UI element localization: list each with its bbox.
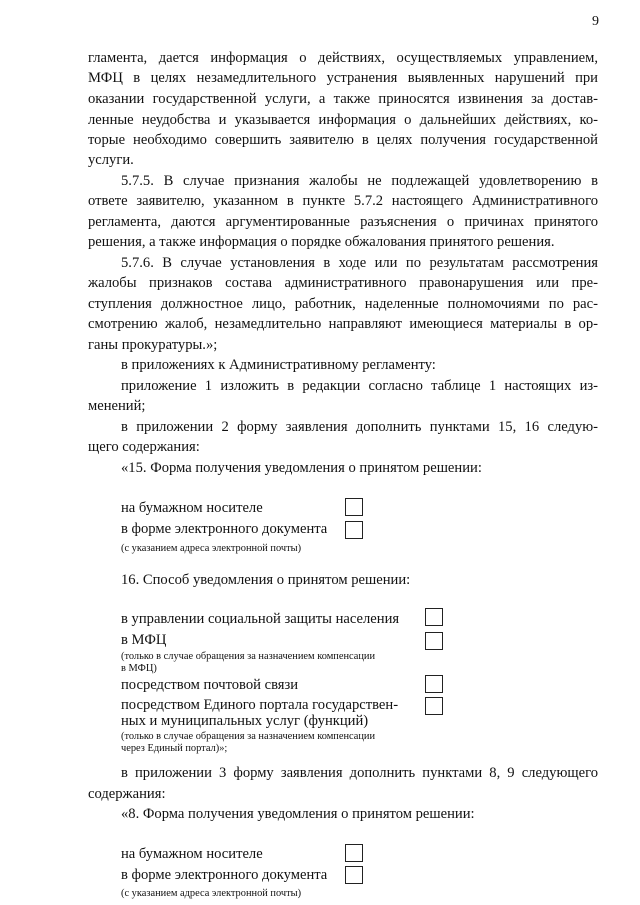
form16-option-portal-note: (только в случае обращения за назначением компенсации [121, 731, 376, 742]
body-line: смотрению жалоб, незамедлительно направляют имеющиеся материалы в ор- [88, 316, 598, 332]
form16-option-post-checkbox[interactable] [425, 675, 443, 693]
form16-option-mfc-checkbox[interactable] [425, 632, 443, 650]
body-line: приложение 1 изложить в редакции согласно таблице 1 настоящих из- [121, 378, 598, 394]
body-line: 5.7.6. В случае установления в ходе или по результатам рассмотрения [121, 255, 598, 271]
form15-option-electronic-checkbox[interactable] [345, 521, 363, 539]
body-line: ленные неудобства и указывается информация о дальнейших действиях, ко- [88, 112, 598, 128]
form16-option-social-checkbox[interactable] [425, 608, 443, 626]
form8-option-paper-label: на бумажном носителе [121, 846, 263, 862]
form8-option-electronic-checkbox[interactable] [345, 866, 363, 884]
form8-title: «8. Форма получения уведомления о принятом решении: [121, 806, 475, 822]
form16-option-mfc-note: (только в случае обращения за назначением компенсации [121, 651, 376, 662]
form16-option-social-label: в управлении социальной защиты населения [121, 611, 400, 627]
body-line: торые необходимо совершить заявителю в целях получения государственной [88, 132, 598, 148]
form16-option-mfc-note: в МФЦ) [121, 663, 157, 674]
body-line: ганы прокуратуры.»; [88, 337, 218, 353]
body-line: ответе заявителю, указанном в пункте 5.7.2 настоящего Административного [88, 193, 598, 209]
form16-option-portal-label: ных и муниципальных услуг (функций) [121, 713, 369, 729]
body-line: в приложении 3 форму заявления дополнить пунктами 8, 9 следующего [121, 765, 598, 781]
form15-option-electronic-label: в форме электронного документа [121, 521, 328, 537]
body-line: в приложениях к Административному регламенту: [121, 357, 436, 373]
form16-option-portal-label: посредством Единого портала государствен- [121, 697, 399, 713]
form15-option-electronic-note: (с указанием адреса электронной почты) [121, 543, 302, 554]
form16-title: 16. Способ уведомления о принятом решении: [121, 572, 411, 588]
body-line: решения, а также информация о порядке обжалования принятого решения. [88, 234, 555, 250]
page-number: 9 [592, 14, 599, 29]
body-line: содержания: [88, 786, 166, 802]
body-line: оказании государственной услуги, а также приносятся извинения за достав- [88, 91, 598, 107]
body-line: щего содержания: [88, 439, 200, 455]
form15-option-paper-checkbox[interactable] [345, 498, 363, 516]
form8-option-paper-checkbox[interactable] [345, 844, 363, 862]
form16-option-portal-note: через Единый портал)»; [121, 743, 228, 754]
form16-option-mfc-label: в МФЦ [121, 632, 167, 648]
form16-option-portal-checkbox[interactable] [425, 697, 443, 715]
form8-option-electronic-note: (с указанием адреса электронной почты) [121, 888, 302, 899]
body-line: 5.7.5. В случае признания жалобы не подлежащей удовлетворению в [121, 173, 598, 189]
form16-option-post-label: посредством почтовой связи [121, 677, 299, 693]
body-line: гламента, дается информация о действиях, осуществляемых управлением, [88, 50, 598, 66]
body-line: жалобы признаков состава административного правонарушения или пре- [88, 275, 598, 291]
body-line: менений; [88, 398, 146, 414]
body-line: в приложении 2 форму заявления дополнить пунктами 15, 16 следую- [121, 419, 598, 435]
body-line: МФЦ в целях незамедлительного устранения выявленных нарушений при [88, 70, 598, 86]
body-line: регламента, даются аргументированные разъяснения о причинах принятого [88, 214, 598, 230]
body-line: ступления должностное лицо, работник, наделенные полномочиями по рас- [88, 296, 598, 312]
form15-title: «15. Форма получения уведомления о принятом решении: [121, 460, 482, 476]
form15-option-paper-label: на бумажном носителе [121, 500, 263, 516]
body-line: услуги. [88, 152, 134, 168]
form8-option-electronic-label: в форме электронного документа [121, 867, 328, 883]
